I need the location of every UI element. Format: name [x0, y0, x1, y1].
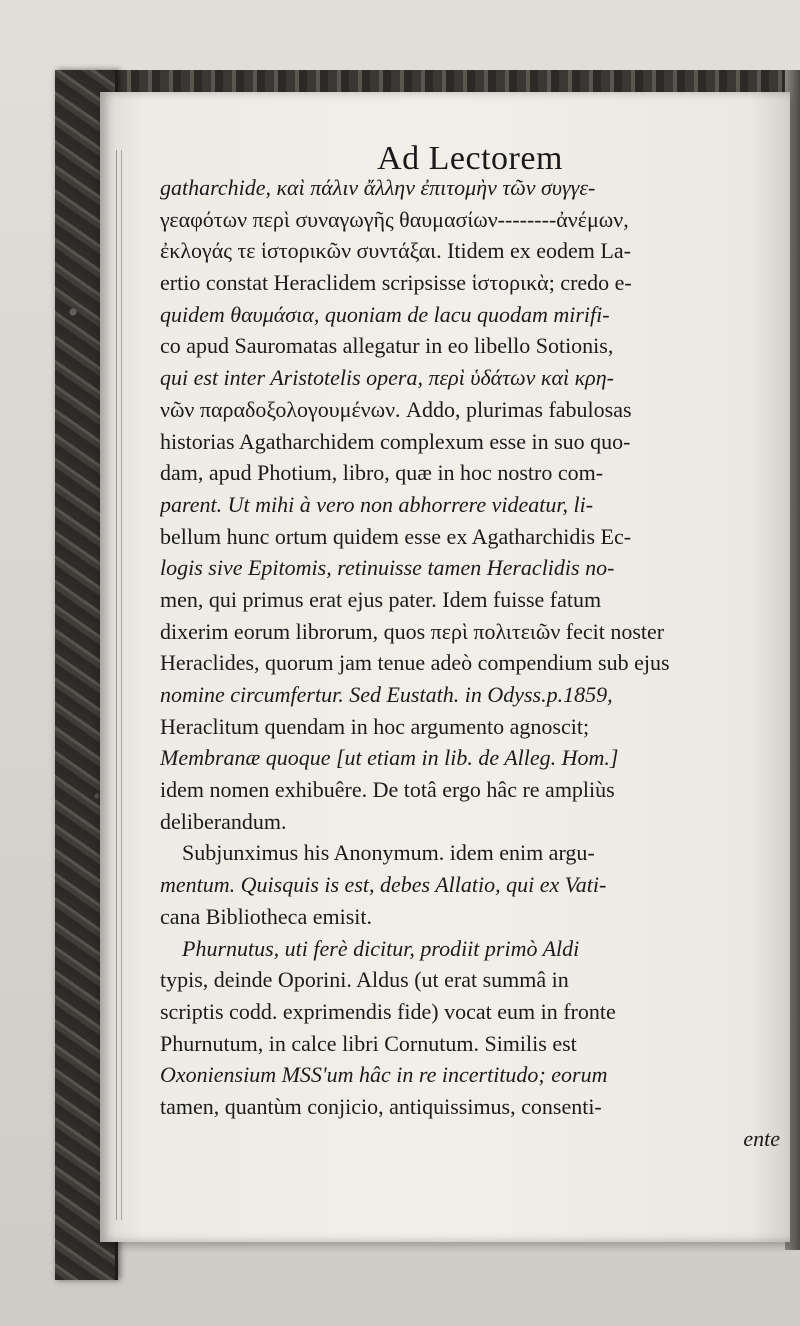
text-line: Phurnutum, in calce libri Cornutum. Similis est: [160, 1030, 577, 1056]
text-line: γεαφότων περὶ συναγωγῆς θαυμασίων--------ἀνέμων,: [160, 206, 629, 232]
text-line: Oxoniensium MSS'um hâc in re incertitudo; eorum: [160, 1062, 608, 1088]
text-line: men, qui primus erat ejus pater. Idem fuisse fatum: [160, 586, 602, 612]
text-line: bellum hunc ortum quidem esse ex Agatharchidis Ec-: [160, 523, 632, 549]
text-line: logis sive Epitomis, retinuisse tamen Heraclidis no-: [160, 555, 615, 581]
text-line: ἐκλογάς τε ἱστορικῶν συντάξαι. Itidem ex eodem La-: [160, 238, 631, 264]
text-line: ertio constat Heraclidem scripsisse ἱστορικὰ; credo e-: [160, 270, 632, 296]
text-line: Subjunximus his Anonymum. idem enim argu-: [182, 840, 595, 866]
page-gutter: [116, 150, 122, 1220]
text-line: co apud Sauromatas allegatur in eo libello Sotionis,: [160, 333, 614, 359]
text-line: qui est inter Aristotelis opera, περὶ ὑδάτων καὶ κρη-: [160, 365, 614, 391]
text-line: Membranæ quoque [ut etiam in lib. de Alleg. Hom.]: [160, 745, 619, 771]
text-line: dixerim eorum librorum, quos περὶ πολιτειῶν fecit noster: [160, 618, 665, 644]
text-line: quidem θαυμάσια, quoniam de lacu quodam mirifi-: [160, 301, 610, 327]
text-line: deliberandum.: [160, 808, 287, 834]
text-line: mentum. Quisquis is est, debes Allatio, qui ex Vati-: [160, 872, 607, 898]
book-cover-top: [55, 70, 800, 92]
text-line: scriptis codd. exprimendis fide) vocat eum in fronte: [160, 998, 616, 1024]
text-line: tamen, quantùm conjicio, antiquissimus, consenti-: [160, 1093, 602, 1119]
body-text: [160, 172, 800, 1154]
text-line: typis, deinde Oporini. Aldus (ut erat summâ in: [160, 967, 569, 993]
text-line: idem nomen exhibuêre. De totâ ergo hâc re ampliùs: [160, 777, 615, 803]
text-line: historias Agatharchidem complexum esse in suo quo-: [160, 428, 631, 454]
text-line: gatharchide, καὶ πάλιν ἄλλην ἐπιτομὴν τῶν συγγε-: [160, 175, 596, 200]
text-line: Heraclides, quorum jam tenue adeò compendium sub ejus: [160, 650, 670, 676]
text-line: ente: [743, 1125, 780, 1151]
text-line: Heraclitum quendam in hoc argumento agnoscit;: [160, 713, 590, 739]
text-line: νῶν παραδοξολογουμένων. Addo, plurimas fabulosas: [160, 396, 632, 422]
text-line: Phurnutus, uti ferè dicitur, prodiit primò Aldi: [182, 935, 580, 961]
text-line: nomine circumfertur. Sed Eustath. in Odyss.p.1859,: [160, 682, 613, 707]
text-line: cana Bibliotheca emisit.: [160, 903, 372, 929]
text-line: dam, apud Photium, libro, quæ in hoc nostro com-: [160, 460, 604, 486]
text-line: parent. Ut mihi à vero non abhorrere videatur, li-: [160, 491, 594, 517]
page-header: Ad Lectorem: [377, 140, 563, 177]
